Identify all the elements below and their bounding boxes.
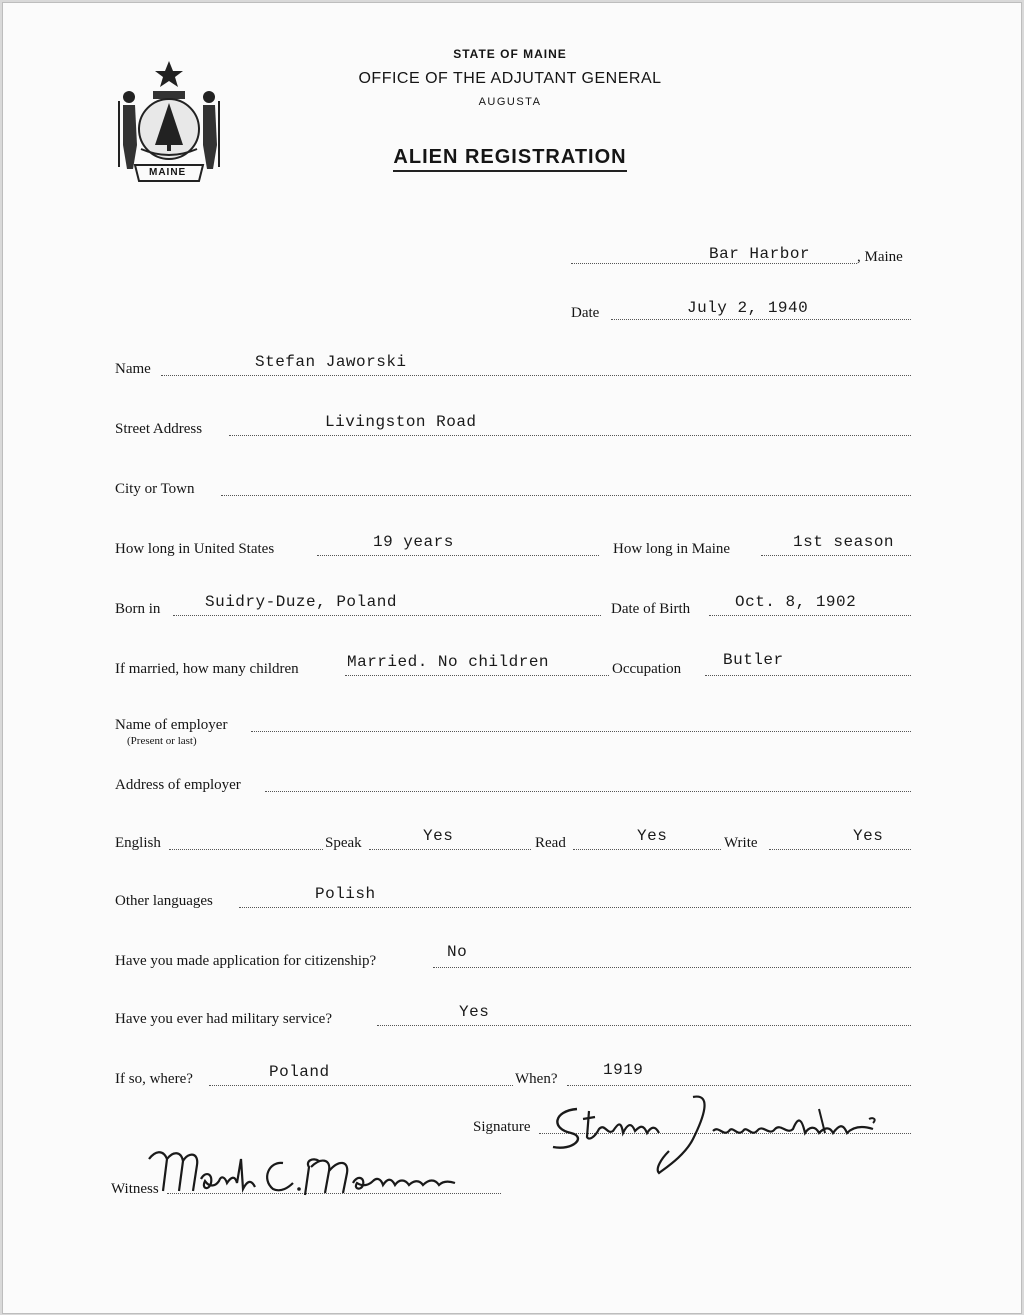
write-value: Yes: [853, 827, 884, 845]
when-value: 1919: [603, 1061, 644, 1079]
military-value: Yes: [459, 1003, 490, 1021]
maine-line: [761, 555, 911, 556]
children-line: [345, 675, 609, 676]
read-line: [573, 849, 721, 850]
children-label: If married, how many children: [115, 661, 299, 677]
us-line: [317, 555, 599, 556]
seal-text: MAINE: [149, 167, 187, 178]
employer-sublabel: (Present or last): [127, 735, 197, 747]
maine-label: How long in Maine: [613, 541, 731, 557]
occupation-label: Occupation: [612, 661, 682, 677]
street-value: Livingston Road: [325, 413, 477, 431]
english-label: English: [115, 835, 161, 851]
form-title-text: ALIEN REGISTRATION: [393, 146, 626, 172]
city-line: [221, 495, 911, 496]
town-suffix: , Maine: [857, 249, 903, 265]
children-value: Married. No children: [347, 653, 550, 671]
born-line: [173, 615, 601, 616]
employer-line: [251, 731, 911, 732]
when-label: When?: [515, 1071, 558, 1087]
applicant-signature: [543, 1089, 903, 1179]
name-value: Stefan Jaworski: [255, 353, 407, 371]
military-line: [377, 1025, 911, 1026]
city-label: City or Town: [115, 481, 195, 497]
header-office: OFFICE OF THE ADJUTANT GENERAL: [358, 70, 662, 87]
header-state: STATE OF MAINE: [453, 47, 567, 61]
date-value: July 2, 1940: [687, 299, 809, 317]
military-label: Have you ever had military service?: [115, 1011, 332, 1027]
where-value: Poland: [269, 1063, 330, 1081]
form-title: [1, 146, 1019, 169]
dob-label: Date of Birth: [611, 601, 691, 617]
street-label: Street Address: [115, 421, 203, 437]
town-line: [571, 263, 857, 264]
where-line: [209, 1085, 513, 1086]
born-label: Born in: [115, 601, 161, 617]
name-label: Name: [115, 361, 151, 377]
citizenship-value: No: [447, 943, 468, 961]
date-line: [611, 319, 911, 320]
english-line: [169, 849, 323, 850]
other-lang-label: Other languages: [115, 893, 213, 909]
town-value: Bar Harbor: [709, 245, 811, 263]
dob-value: Oct. 8, 1902: [735, 593, 857, 611]
emp-address-label: Address of employer: [115, 777, 241, 793]
citizenship-label: Have you made application for citizenship?: [115, 953, 377, 969]
us-label: How long in United States: [115, 541, 275, 557]
write-label: Write: [724, 835, 758, 851]
name-line: [161, 375, 911, 376]
speak-label: Speak: [325, 835, 362, 851]
other-lang-line: [239, 907, 911, 908]
date-label: Date: [571, 305, 600, 321]
when-line: [567, 1085, 911, 1086]
write-line: [769, 849, 911, 850]
born-value: Suidry-Duze, Poland: [205, 593, 397, 611]
emp-address-line: [265, 791, 911, 792]
citizenship-line: [433, 967, 911, 968]
witness-signature: [143, 1139, 483, 1209]
header-city: AUGUSTA: [478, 96, 542, 108]
witness-label: Witness: [111, 1181, 159, 1197]
speak-value: Yes: [423, 827, 454, 845]
speak-line: [369, 849, 531, 850]
other-lang-value: Polish: [315, 885, 376, 903]
occupation-line: [705, 675, 911, 676]
maine-value: 1st season: [793, 533, 895, 551]
dob-line: [709, 615, 911, 616]
read-value: Yes: [637, 827, 668, 845]
occupation-value: Butler: [723, 651, 784, 669]
alien-registration-form: [2, 2, 1022, 1314]
read-label: Read: [535, 835, 566, 851]
street-line: [229, 435, 911, 436]
signature-label: Signature: [473, 1119, 531, 1135]
us-value: 19 years: [373, 533, 454, 551]
where-label: If so, where?: [115, 1071, 193, 1087]
employer-label: Name of employer: [115, 717, 228, 733]
